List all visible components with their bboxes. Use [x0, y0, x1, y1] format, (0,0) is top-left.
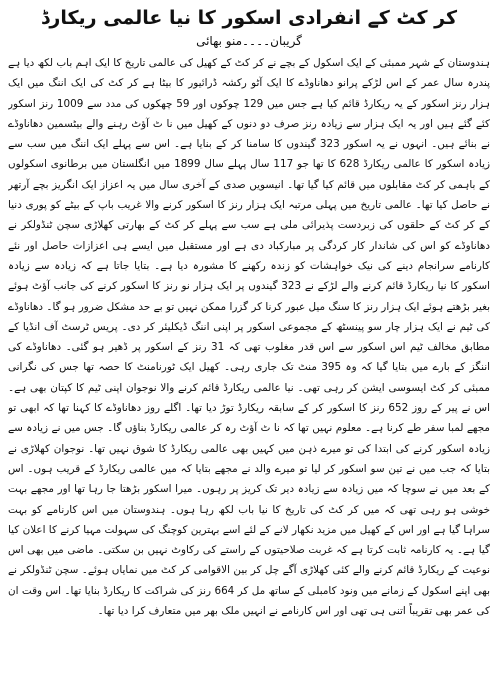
- article-byline: گریبان۔۔۔۔منو بھائی: [196, 34, 302, 48]
- article-body: ہندوستان کے شہر ممبئی کے ایک اسکول کے بچے نے کر کٹ کے کھیل کی عالمی تاریخ کا ایک اہم باب لکھ دیا ہے پندرہ سال عمر کے اس لڑکے پرانو دھاناوڈے کا ایک آٹو رکشہ ڈرائیور کا بیٹا ہے کر کٹ کی ایک اننگ میں ایک ہزار رنز اسکور کے یہ ریکارڈ قائم کیا ہے جس میں 129 چوکوں اور 59 چھکوں کی مدد سے 1009 رنز اسکور کئے گئے ہیں اور یہ ایک ہزار سے زیادہ رنز صرف دو دنوں کے کھیل میں نا ٹ آؤٹ رہنے والے بیٹسمین دھاناوڈے نے بنائے ہیں۔ انہوں نے یہ اسکور 323 گیندوں کا سامنا کر کے بنایا ہے۔ اس سے پہلے ایک اننگ میں سب سے زیادہ اسکور کا عالمی ریکارڈ 628 کا تھا جو 117 سال پہلے سال 1899 میں انگلستان میں برطانوی اسکولوں کے باہمی کر کٹ مقابلوں میں قائم کیا گیا تھا۔ انیسویں صدی کے آخری سال میں یہ اعزاز ایک انگریز بچے آرتھر نے حاصل کیا تھا۔ عالمی تاریخ میں پہلی مرتبہ ایک ہزار رنز کا اسکور کرنے والا غریب باپ کے بیٹے کو پوری دنیا کے کر کٹ کے حلقوں کی زبردست پذیرائی ملی ہے سب سے پہلے کر کٹ کے بھارتی کھلاڑی سچن ٹنڈولکر نے دھاناوڈے کو اس کی شاندار کار کردگی پر مبارکباد دی ہے اور مستقبل میں ایسے ہی اعزازات حاصل اور نئے کارنامے سرانجام دینے کی نیک خواہشات کو زندہ رکھنے کا مشورہ دیا ہے۔ بتایا جاتا ہے کہ زیادہ سے زیادہ اسکور کا نیا ریکارڈ قائم کرنے والے لڑکے نے 323 گیندوں پر ایک ہزار نو رنز کا اسکور کرنے کی جانب آؤٹ ہوئے بغیر بڑھتے ہوئے ایک ہزار رنز کا سنگ میل عبور کرنا کر گزرا ممکن نہیں تو بے حد مشکل ضرور ہو گا۔ دھاناوڈے کی ٹیم نے ایک ہزار چار سو پینسٹھ کے مجموعی اسکور پر اپنی اننگ ڈیکلیئر کر دی۔ پریس ٹرسٹ آف انڈیا کے مطابق مخالف ٹیم اس اسکور سے اس قدر مغلوب تھی کہ 31 رنز کے اسکور پر ڈھیر ہو گئی۔ دھاناوڈے کی اننگز کے بارے میں بتایا گیا کہ وہ 395 منٹ تک جاری رہی۔ کھیل ایک ٹورنامنٹ کا حصہ تھا جس کی نگرانی ممبئی کر کٹ ایسوسی ایشن کر رہی تھی۔ نیا عالمی ریکارڈ قائم کرنے والا نوجوان اپنی ٹیم کا کپتان بھی ہے۔ اس نے پیر کے روز 652 رنز کا اسکور کر کے سابقہ ریکارڈ توڑ دیا تھا۔ اگلے روز دھاناوڈے کا کہنا تھا کہ ابھی تو مجھے لمبا سفر طے کرنا ہے۔ معلوم نہیں تھا کہ نا ٹ آؤٹ رہ کر عالمی ریکارڈ بناؤں گا۔ جس میں نے زیادہ سے زیادہ اسکور کرنے کی ابتدا کی تو میرے ذہن میں کہیں بھی عالمی ریکارڈ کا شوق نہیں تھا۔ نوجوان کھلاڑی نے بتایا کہ جب میں نے تین سو اسکور کر لیا تو میرے والد نے مجھے بتایا کہ میں عالمی ریکارڈ کے قریب ہوں۔ اس کے بعد میں نے سوچا کہ میں زیادہ سے زیادہ دیر تک کریز پر رہوں۔ میرا اسکور بڑھتا جا رہا تھا اور مجھے بہت خوشی ہو رہی تھی کہ میں کر کٹ کی تاریخ کا نیا باب لکھ رہا ہوں۔ ہندوستان میں اس کارنامے کو بہت سراہا گیا ہے اور اس کے کھیل میں مزید نکھار لانے کے لئے اسے بہترین کوچنگ کی سہولت مہیا کرنے کا اعلان کیا گیا ہے۔ یہ کارنامہ ثابت کرتا ہے کہ غربت صلاحیتوں کے راستے کی رکاوٹ نہیں بن سکتی۔ ماضی میں بھی اس نوعیت کے ریکارڈ قائم کرنے والے کئی کھلاڑی آگے چل کر بین الاقوامی کر کٹ میں نمایاں ہوئے۔ سچن ٹنڈولکر نے بھی اپنے اسکول کے زمانے میں ونود کامبلی کے ساتھ مل کر 664 رنز کی شراکت کا ریکارڈ بنایا تھا۔ اس وقت ان کی عمر بھی تقریباً اتنی ہی تھی اور اس کارنامے نے انہیں ملک بھر میں متعارف کرا دیا تھا۔: [8, 57, 490, 618]
- article-headline: کر کٹ کے انفرادی اسکور کا نیا عالمی ریکارڈ: [40, 7, 458, 29]
